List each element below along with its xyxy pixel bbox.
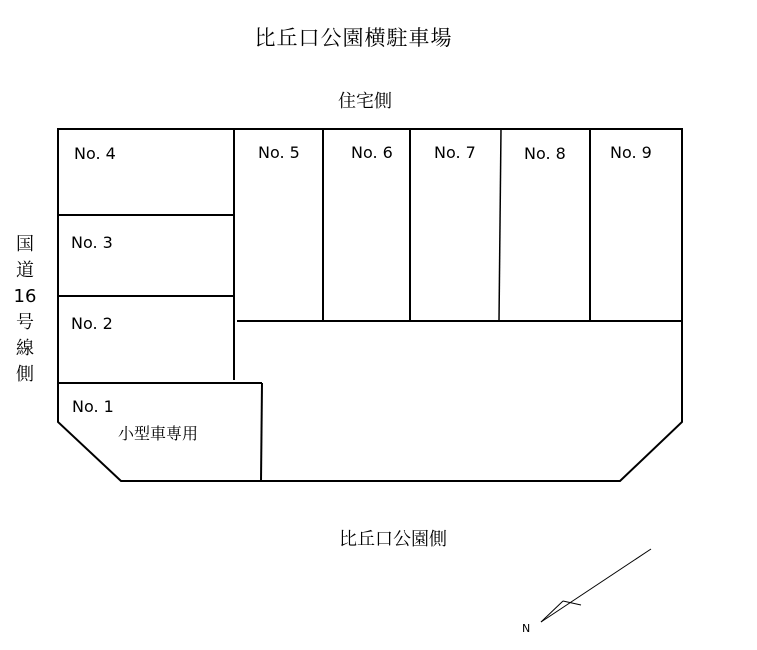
stall-divider-7-8 <box>499 129 501 321</box>
north-arrow-icon <box>541 549 651 622</box>
left-side-label-char: 国 <box>16 234 34 255</box>
stall-label-no6: No. 6 <box>351 143 393 162</box>
bottom-side-label: 比丘口公園側 <box>339 529 447 550</box>
stall-1-right-edge <box>261 383 262 481</box>
compass-north-label: N <box>522 622 531 635</box>
left-side-label <box>12 232 38 388</box>
stall-label-no3: No. 3 <box>71 233 113 252</box>
left-side-label-char: 線 <box>16 338 34 359</box>
stall-label-no7: No. 7 <box>434 143 476 162</box>
left-side-label-char: 側 <box>16 364 34 385</box>
stall-label-no1: No. 1 <box>72 397 114 416</box>
stall-no1-note: 小型車専用 <box>118 424 199 443</box>
left-side-label-char: 号 <box>16 312 34 333</box>
left-side-label-char: 16 <box>13 286 37 307</box>
stall-label-no2: No. 2 <box>71 314 113 333</box>
stall-label-no8: No. 8 <box>524 144 566 163</box>
page-title: 比丘口公園横駐車場 <box>254 26 453 50</box>
stall-label-no5: No. 5 <box>258 143 300 162</box>
stall-label-no9: No. 9 <box>610 143 652 162</box>
left-side-label-char: 道 <box>16 260 34 281</box>
stall-label-no4: No. 4 <box>74 144 116 163</box>
top-side-label: 住宅側 <box>338 91 392 112</box>
